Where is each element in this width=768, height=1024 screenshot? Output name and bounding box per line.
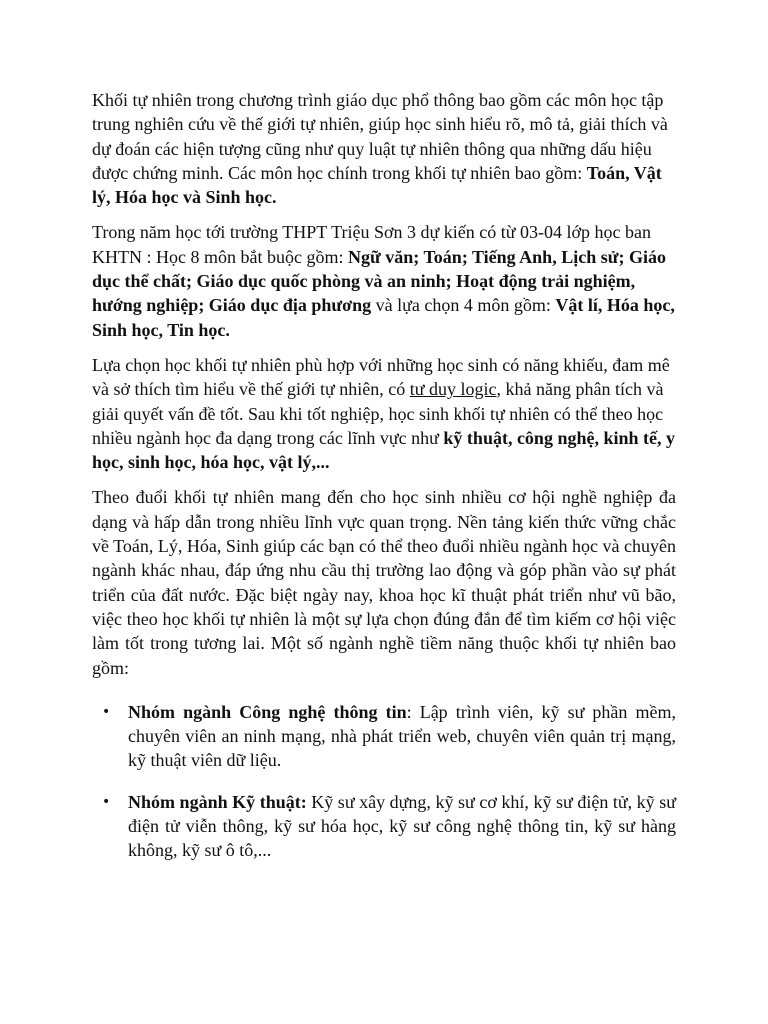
- bullet-icon: •: [102, 793, 111, 810]
- list-item: [92, 790, 676, 863]
- list-item-text: Kỹ sư xây dựng, kỹ sư cơ khí, kỹ sư điện tử, kỹ sư điện tử viễn thông, kỹ sư hóa học, kỹ sư công nghệ thông tin, kỹ sư hàng không, kỹ sư ô tô,...: [128, 791, 676, 861]
- bullet-icon: •: [102, 703, 111, 720]
- text-segment: Lựa chọn học khối tự nhiên phù hợp với những học sinh có năng khiếu, đam mê và sở thích tìm hiểu về thế giới tự nhiên, có: [92, 354, 670, 400]
- list-item-text: : Lập trình viên, kỹ sư phần mềm, chuyên viên an ninh mạng, nhà phát triển web, chuyên viên quản trị mạng, kỹ thuật viên dữ liệu.: [128, 701, 677, 771]
- text-segment: Theo đuổi khối tự nhiên mang đến cho học sinh nhiều cơ hội nghề nghiệp đa dạng và hấp dẫn trong nhiều lĩnh vực quan trọng. Nền tảng kiến thức vững chắc về Toán, Lý, Hóa, Sinh giúp các bạn có thể theo đuổi nhiều ngành học và chuyên ngành khác nhau, đáp ứng nhu cầu thị trường lao động và góp phần vào sự phát triển của đất nước. Đặc biệt ngày nay, khoa học kĩ thuật phát triển như vũ bão, việc theo học khối tự nhiên là một sự lựa chọn đúng đắn để tìm kiếm cơ hội việc làm tốt trong tương lai. Một số ngành nghề tiềm năng thuộc khối tự nhiên bao gồm:: [92, 487, 676, 678]
- logic-thinking-link[interactable]: tư duy logic: [409, 379, 497, 400]
- text-segment: , khả năng phân tích và giải quyết vấn đề tốt. Sau khi tốt nghiệp, học sinh khối tự nhiên có thể theo học nhiều ngành học đa dạng trong các lĩnh vực như: [92, 379, 664, 448]
- bold-text-segment: kỹ thuật, công nghệ, kinh tế, y học, sinh học, hóa học, vật lý,...: [92, 427, 675, 473]
- list-item: [92, 700, 676, 773]
- paragraph-career-opportunities: [92, 485, 676, 679]
- text-segment: Khối tự nhiên trong chương trình giáo dục phổ thông bao gồm các môn học tập trung nghiên cứu về thế giới tự nhiên, giúp học sinh hiểu rõ, mô tả, giải thích và dự đoán các hiện tượng cũng như quy luật tự nhiên thông qua những dấu hiệu được chứng minh. Các môn học chính trong khối tự nhiên bao gồm:: [92, 90, 668, 183]
- bold-text-segment: Toán, Vật lý, Hóa học và Sinh học.: [92, 162, 662, 208]
- list-item-heading: Nhóm ngành Công nghệ thông tin: [128, 701, 407, 722]
- text-segment: và lựa chọn 4 môn gồm:: [371, 295, 556, 316]
- paragraph-curriculum: [92, 220, 676, 341]
- text-segment: Trong năm học tới trường THPT Triệu Sơn 3 dự kiến có từ 03-04 lớp học ban KHTN : Học 8 môn bắt buộc gồm:: [92, 222, 652, 267]
- paragraph-suitability: [92, 353, 676, 474]
- bold-text-segment: Ngữ văn; Toán; Tiếng Anh, Lịch sử; Giáo dục thể chất; Giáo dục quốc phòng và an ninh; Hoạt động trải nghiệm, hướng nghiệp; Giáo dục địa phương: [92, 246, 667, 316]
- list-item-heading: Nhóm ngành Kỹ thuật:: [128, 791, 307, 812]
- career-groups-list: [92, 700, 676, 863]
- paragraph-intro: [92, 88, 676, 209]
- bold-text-segment: Vật lí, Hóa học, Sinh học, Tin học.: [92, 295, 675, 340]
